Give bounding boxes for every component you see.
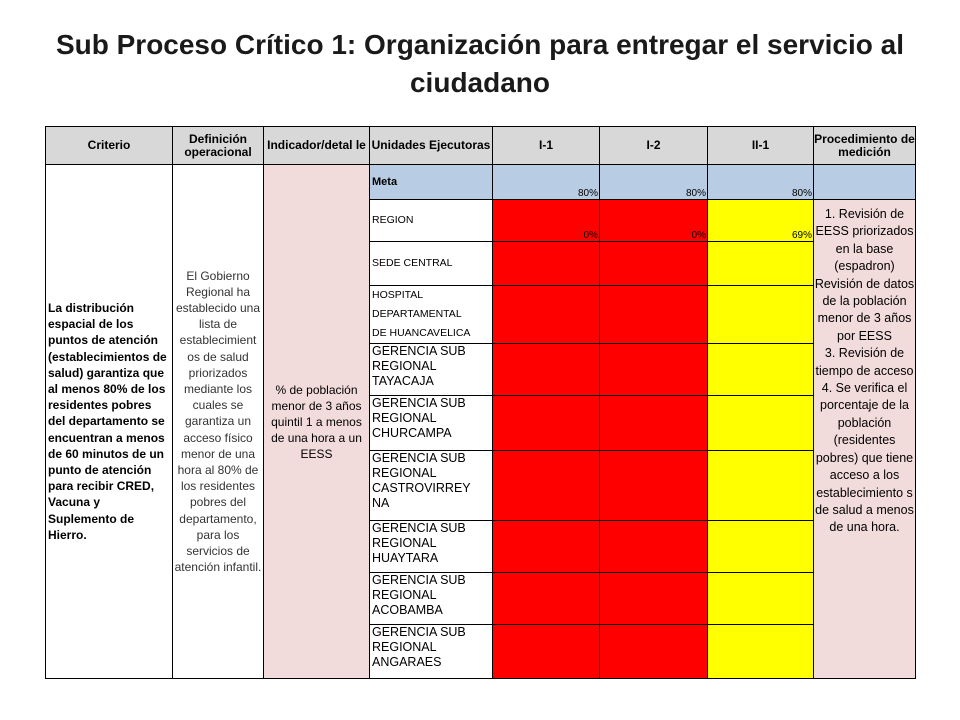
- unit-name: GERENCIA SUB REGIONAL HUAYTARA: [370, 521, 493, 573]
- unit-name: GERENCIA SUB REGIONAL ACOBAMBA: [370, 573, 493, 625]
- meta-i1: 80%: [493, 165, 600, 200]
- unit-i1-value: [493, 573, 600, 625]
- unit-ii1-value: [708, 573, 814, 625]
- unit-i1-value: [493, 451, 600, 521]
- unit-i2-value: [600, 286, 708, 344]
- header-i1: I-1: [493, 127, 600, 165]
- criteria-table: [45, 126, 916, 679]
- unit-name: REGION: [370, 200, 493, 242]
- indicador-cell: % de población menor de 3 años quintil 1 a menos de una hora a un EESS: [264, 165, 370, 679]
- header-criterio: Criterio: [46, 127, 173, 165]
- unit-name: GERENCIA SUB REGIONAL CHURCAMPA: [370, 396, 493, 451]
- unit-i2-value: 0%: [600, 200, 708, 242]
- meta-label: Meta: [370, 165, 493, 200]
- procedimiento-cell: 1. Revisión de EESS priorizados en la base (espadron) Revisión de datos de la población menor de 3 años por EESS 3. Revisión de tiempo de acceso 4. Se verifica el porcentaje de la población (residentes pobres) que tiene acceso a los establecimiento s de salud a menos de una hora.: [814, 200, 916, 679]
- definicion-cell: El Gobierno Regional ha establecido una lista de establecimient os de salud priorizados mediante los cuales se garantiza un acceso físico menor de una hora al 80% de los residentes pobres del departamento, para los servicios de atención infantil.: [173, 165, 264, 679]
- unit-i1-value: [493, 344, 600, 396]
- unit-ii1-value: [708, 396, 814, 451]
- header-procedimiento: Procedimiento de medición: [814, 127, 916, 165]
- unit-name: GERENCIA SUB REGIONAL ANGARAES: [370, 625, 493, 679]
- unit-i2-value: [600, 396, 708, 451]
- unit-name: GERENCIA SUB REGIONAL TAYACAJA: [370, 344, 493, 396]
- unit-ii1-value: [708, 521, 814, 573]
- unit-ii1-value: [708, 286, 814, 344]
- criterio-cell: La distribución espacial de los puntos de atención (establecimientos de salud) garantiza que al menos 80% de los residentes pobres del departamento se encuentran a menos de 60 minutos de un punto de atención para recibir CRED, Vacuna y Suplemento de Hierro.: [46, 165, 173, 679]
- meta-row: [46, 165, 916, 200]
- unit-i2-value: [600, 451, 708, 521]
- unit-ii1-value: 69%: [708, 200, 814, 242]
- unit-ii1-value: [708, 242, 814, 286]
- meta-ii1: 80%: [708, 165, 814, 200]
- header-row: [46, 127, 916, 165]
- header-unidades: Unidades Ejecutoras: [370, 127, 493, 165]
- unit-name: SEDE CENTRAL: [370, 242, 493, 286]
- meta-procedimiento-empty: [814, 165, 916, 200]
- unit-i2-value: [600, 625, 708, 679]
- unit-ii1-value: [708, 625, 814, 679]
- unit-ii1-value: [708, 344, 814, 396]
- unit-i1-value: [493, 625, 600, 679]
- header-indicador: Indicador/detal le: [264, 127, 370, 165]
- unit-i1-value: [493, 396, 600, 451]
- header-i2: I-2: [600, 127, 708, 165]
- unit-i2-value: [600, 242, 708, 286]
- unit-i2-value: [600, 344, 708, 396]
- unit-i1-value: [493, 521, 600, 573]
- meta-i2: 80%: [600, 165, 708, 200]
- unit-i2-value: [600, 573, 708, 625]
- page-title: Sub Proceso Crítico 1: Organización para entregar el servicio al ciudadano: [55, 29, 905, 98]
- unit-name: GERENCIA SUB REGIONAL CASTROVIRREY NA: [370, 451, 493, 521]
- header-definicion: Definición operacional: [173, 127, 264, 165]
- unit-i1-value: [493, 242, 600, 286]
- unit-i1-value: [493, 286, 600, 344]
- unit-i2-value: [600, 521, 708, 573]
- header-ii1: II-1: [708, 127, 814, 165]
- table-body: [46, 165, 916, 679]
- unit-ii1-value: [708, 451, 814, 521]
- unit-name: HOSPITAL DEPARTAMENTAL DE HUANCAVELICA: [370, 286, 493, 344]
- unit-i1-value: 0%: [493, 200, 600, 242]
